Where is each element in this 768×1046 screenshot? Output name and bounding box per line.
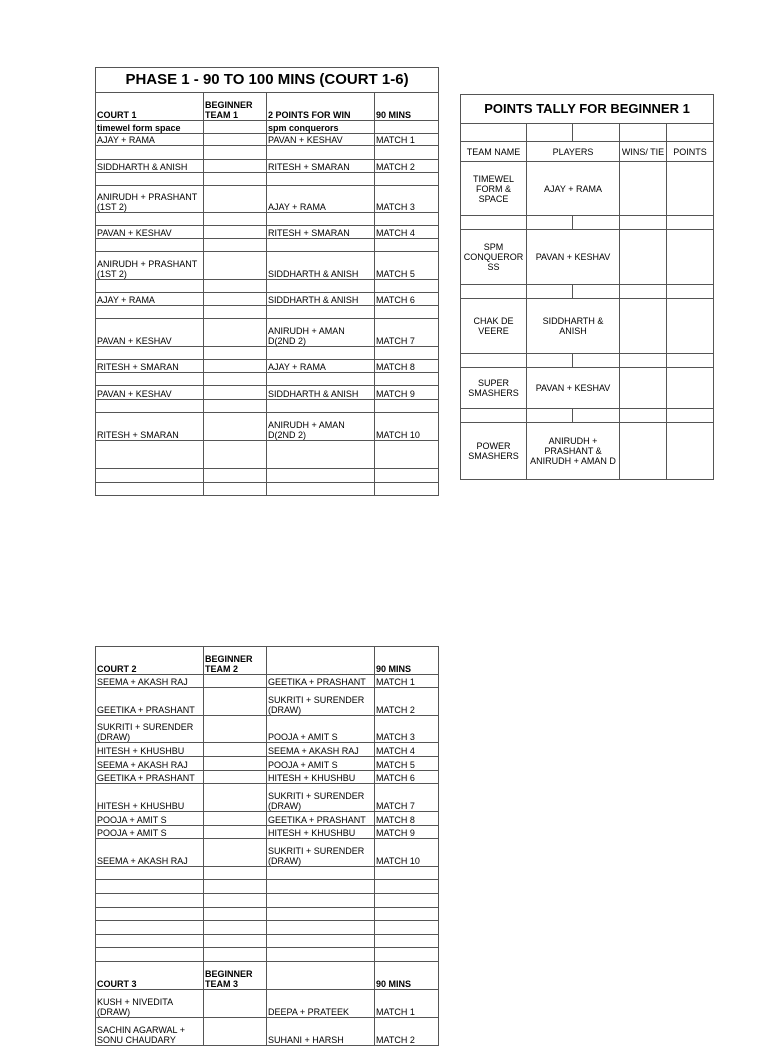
table-row: RITESH + SMARAN ANIRUDH + AMAN D(2ND 2) MATCH 10 (96, 413, 439, 441)
court2-label: COURT 2 (96, 647, 204, 675)
table-row: GEETIKA + PRASHANT HITESH + KHUSHBU MATCH 6 (96, 771, 439, 784)
table-row: ANIRUDH + PRASHANT (1ST 2) SIDDHARTH & ANISH MATCH 5 (96, 252, 439, 280)
court3-mins-label: 90 MINS (375, 962, 439, 990)
table-row: PAVAN + KESHAV ANIRUDH + AMAN D(2ND 2) MATCH 7 (96, 319, 439, 347)
table-row: SACHIN AGARWAL + SONU CHAUDARY SUHANI + HARSH MATCH 2 (96, 1018, 439, 1046)
court3-team-label: BEGINNER TEAM 3 (204, 962, 267, 990)
table-row: HITESH + KHUSHBU SUKRITI + SURENDER (DRAW) MATCH 7 (96, 784, 439, 812)
players-header: PLAYERS (527, 142, 620, 162)
tally-row: POWER SMASHERS ANIRUDH + PRASHANT & ANIRUDH + AMAN D (461, 423, 714, 480)
tally-title: POINTS TALLY FOR BEGINNER 1 (461, 95, 714, 124)
table-row: SIDDHARTH & ANISH RITESH + SMARAN MATCH 2 (96, 160, 439, 173)
table-row: HITESH + KHUSHBU SEEMA + AKASH RAJ MATCH 4 (96, 743, 439, 757)
court1-points-label: 2 POINTS FOR WIN (267, 93, 375, 121)
points-header: POINTS (667, 142, 714, 162)
table-row: GEETIKA + PRASHANT SUKRITI + SURENDER (DRAW) MATCH 2 (96, 688, 439, 716)
table-row: KUSH + NIVEDITA (DRAW) DEEPA + PRATEEK MATCH 1 (96, 990, 439, 1018)
court2-schedule-table (95, 646, 439, 1046)
table-row: AJAY + RAMA SIDDHARTH & ANISH MATCH 6 (96, 293, 439, 306)
phase-title: PHASE 1 - 90 TO 100 MINS (COURT 1-6) (96, 68, 439, 93)
table-row: PAVAN + KESHAV RITESH + SMARAN MATCH 4 (96, 226, 439, 239)
table-row: AJAY + RAMA PAVAN + KESHAV MATCH 1 (96, 134, 439, 146)
wins-tie-header: WINS/ TIE (620, 142, 667, 162)
court1-team-b: spm conquerors (267, 121, 375, 134)
table-row: SEEMA + AKASH RAJ POOJA + AMIT S MATCH 5 (96, 757, 439, 771)
court1-label: COURT 1 (96, 93, 204, 121)
court3-label: COURT 3 (96, 962, 204, 990)
court2-team-label: BEGINNER TEAM 2 (204, 647, 267, 675)
court1-mins-label: 90 MINS (375, 93, 439, 121)
table-row: SEEMA + AKASH RAJ GEETIKA + PRASHANT MATCH 1 (96, 675, 439, 688)
table-row: ANIRUDH + PRASHANT (1ST 2) AJAY + RAMA MATCH 3 (96, 186, 439, 213)
tally-row: SUPER SMASHERS PAVAN + KESHAV (461, 368, 714, 409)
table-row: SEEMA + AKASH RAJ SUKRITI + SURENDER (DRAW) MATCH 10 (96, 839, 439, 867)
points-tally-table (460, 94, 714, 480)
tally-row: SPM CONQUEROR SS PAVAN + KESHAV (461, 230, 714, 285)
team-name-header: TEAM NAME (461, 142, 527, 162)
table-row: SUKRITI + SURENDER (DRAW) POOJA + AMIT S MATCH 3 (96, 716, 439, 743)
court1-schedule-table (95, 67, 439, 496)
court2-mins-label: 90 MINS (375, 647, 439, 675)
table-row: POOJA + AMIT S GEETIKA + PRASHANT MATCH 8 (96, 812, 439, 826)
table-row: RITESH + SMARAN AJAY + RAMA MATCH 8 (96, 360, 439, 373)
table-row: POOJA + AMIT S HITESH + KHUSHBU MATCH 9 (96, 826, 439, 839)
court1-team-a: timewel form space (96, 121, 204, 134)
tally-row: CHAK DE VEERE SIDDHARTH & ANISH (461, 299, 714, 354)
tally-row: TIMEWEL FORM & SPACE AJAY + RAMA (461, 162, 714, 216)
table-row: PAVAN + KESHAV SIDDHARTH & ANISH MATCH 9 (96, 386, 439, 400)
court1-team-label: BEGINNER TEAM 1 (204, 93, 267, 121)
